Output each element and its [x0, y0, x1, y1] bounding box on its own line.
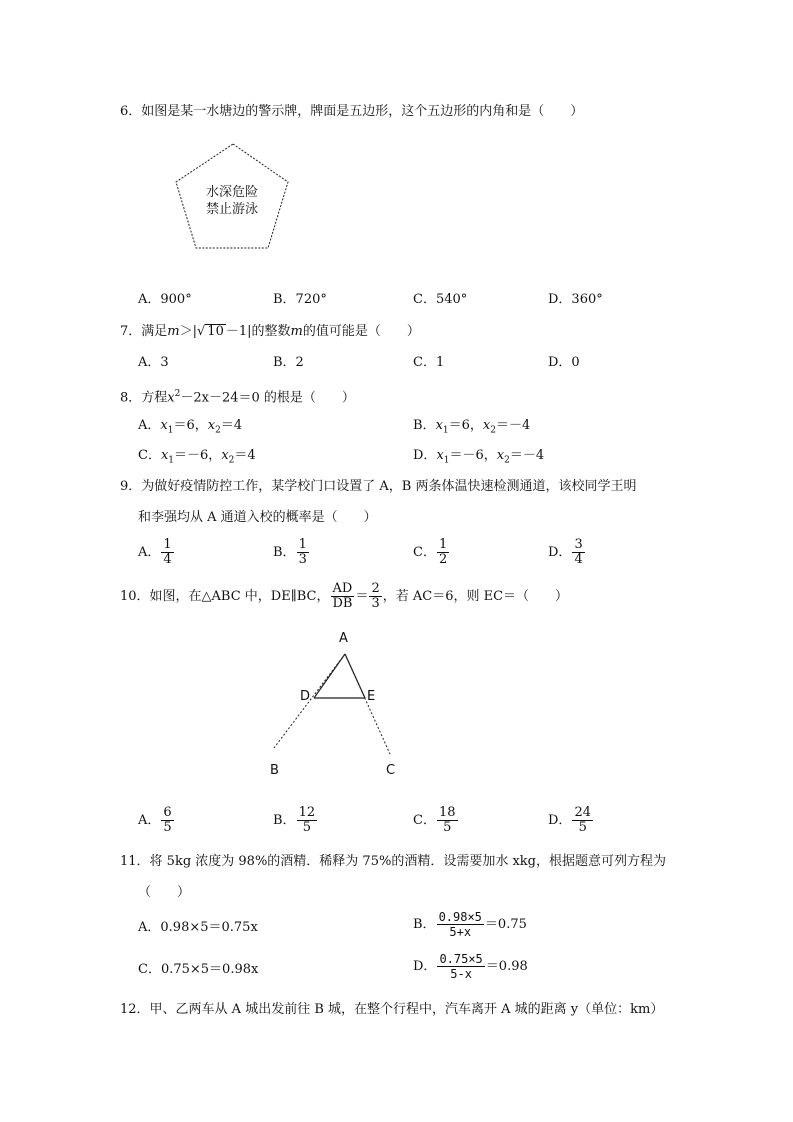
q7-option-c: C．1	[413, 355, 445, 370]
q10-option-d: D． $\frac{24}{5}$	[548, 805, 591, 835]
q11-option-a: A．0.98×5＝0.75x	[138, 920, 258, 935]
q10-option-c: C． $\frac{18}{5}$	[413, 805, 456, 835]
q7-stem: 7．满足m＞|√ 10 －1|的整数m的值可能是（ ）	[120, 324, 420, 339]
q7-option-b: B．2	[273, 355, 304, 370]
q10-option-a: A． $\frac{6}{5}$	[138, 805, 172, 835]
q11-option-b: B． $\frac{0.98\times 5}{5+x}$ ＝0.75	[413, 910, 527, 939]
warning-sign-pentagon	[170, 138, 300, 258]
q8-option-c: C．$x_1=-6$，$x_2=4$	[138, 448, 256, 466]
q6-option-a: A．900°	[138, 292, 192, 307]
q11-stem-line2: （ ）	[138, 885, 191, 900]
q6-option-d: D．360°	[548, 292, 603, 307]
vertex-label-c: C	[386, 763, 396, 778]
q8-stem: 8．方程$x^2-2x-24=0$ 的根是（ ）	[120, 389, 355, 406]
sign-text-line2: 禁止游泳	[205, 202, 259, 217]
q9-option-a: A． $\frac{1}{4}$	[138, 537, 172, 567]
sign-text-line1: 水深危险	[205, 185, 259, 200]
q8-option-a: A．$x_1=6$，$x_2=4$	[138, 418, 243, 436]
q9-option-d: D． $\frac{3}{4}$	[548, 537, 583, 567]
vertex-label-b: B	[270, 763, 279, 778]
q10-option-b: B． $\frac{12}{5}$	[273, 805, 316, 835]
q6-stem: 6．如图是某一水塘边的警示牌，牌面是五边形，这个五边形的内角和是（ ）	[120, 104, 584, 119]
vertex-label-d: D	[300, 689, 311, 704]
q9-option-c: C． $\frac{1}{2}$	[413, 537, 448, 567]
q11-option-c: C．0.75×5＝0.98x	[138, 962, 259, 977]
q9-option-b: B． $\frac{1}{3}$	[273, 537, 307, 567]
q9-stem-line2: 和李强均从 A 通道入校的概率是（ ）	[138, 510, 377, 525]
q8-option-d: D．$x_1=-6$，$x_2=-4$	[413, 448, 545, 466]
q9-stem-line1: 9．为做好疫情防控工作，某学校门口设置了 A，B 两条体温快速检测通道，该校同学王明	[120, 479, 637, 494]
q7-radicand: 10	[207, 324, 224, 339]
q10-stem: 10．如图，在△ABC 中，DE∥BC， $\frac{AD}{DB}$ ＝ $\frac{2}{3}$ ，若 AC＝6，则 EC＝（ ）	[120, 581, 569, 611]
q6-option-b: B．720°	[273, 292, 327, 307]
q12-stem-line1: 12．甲、乙两车从 A 城出发前往 B 城，在整个行程中，汽车离开 A 城的距离 y（单位：km）	[120, 1002, 664, 1017]
q6-option-c: C．540°	[413, 292, 468, 307]
q11-option-d: D． $\frac{0.75\times 5}{5-x}$ ＝0.98	[413, 952, 528, 981]
q8-option-b: B．$x_1=6$，$x_2=-4$	[413, 418, 531, 436]
q7-option-d: D．0	[548, 355, 580, 370]
vertex-label-e: E	[367, 689, 376, 704]
triangle-diagram	[262, 626, 422, 786]
q11-stem-line1: 11．将 5kg 浓度为 98%的酒精．稀释为 75%的酒精．设需要加水 xkg，根据题意可列方程为	[120, 854, 666, 869]
q7-option-a: A．3	[138, 355, 169, 370]
vertex-label-a: A	[339, 631, 348, 646]
